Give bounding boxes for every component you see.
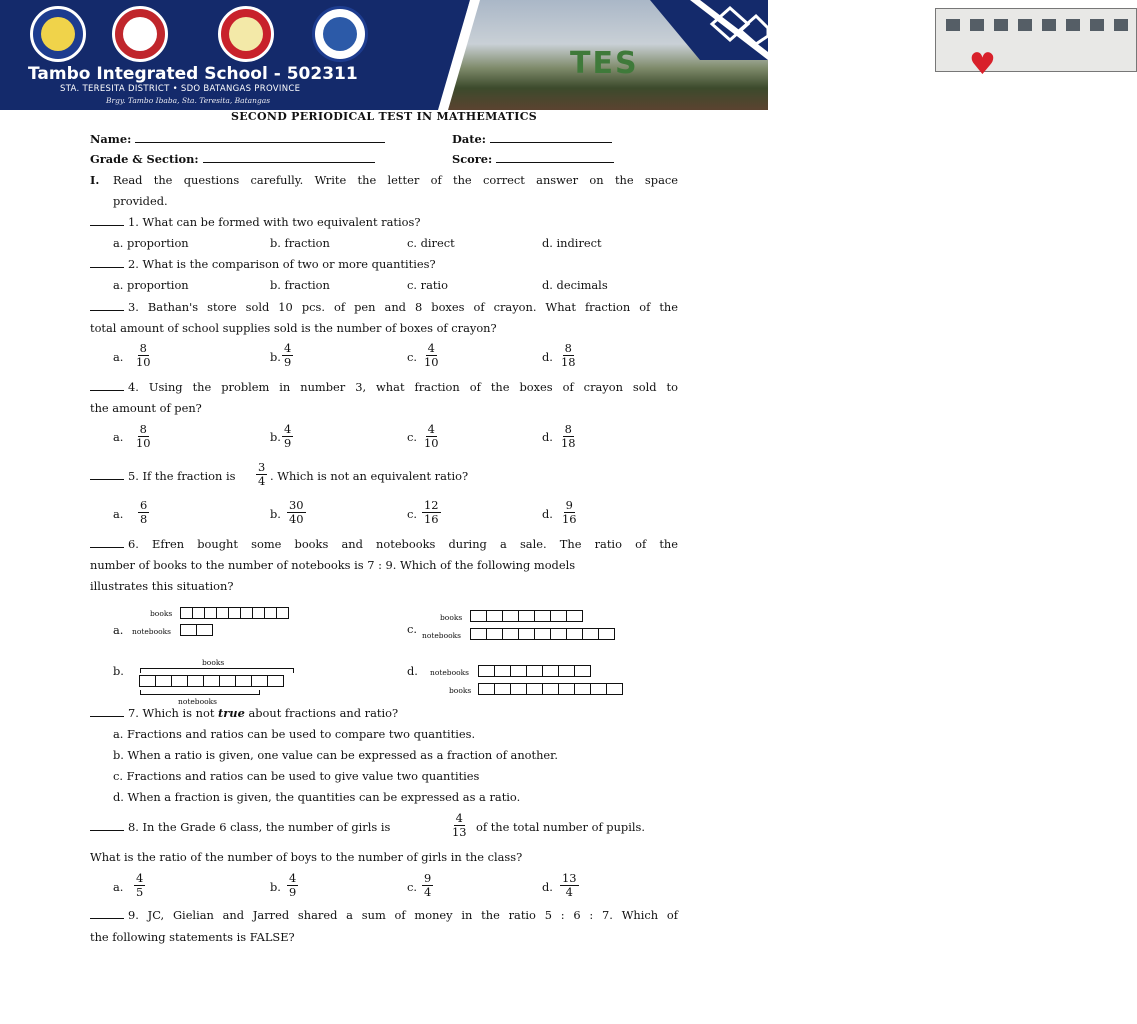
q6-option-a-letter: a. (113, 623, 124, 637)
q1-option-a: a. proportion (113, 236, 189, 250)
q5-stem-fraction: $\frac{3}{4}$ (258, 460, 266, 488)
q5-option-c-letter: c. (407, 507, 418, 521)
q6c-books-bar (470, 610, 582, 622)
q5-option-d-letter: d. (542, 507, 553, 521)
q3-option-d-letter: d. (542, 350, 553, 364)
q6d-books-label: books (449, 686, 472, 695)
q8-option-c-letter: c. (407, 880, 418, 894)
question-9: 9. JC, Gielian and Jarred shared a sum of money in the ratio 5 : 6 : 7. Which of (90, 908, 678, 922)
answer-blank-9[interactable] (90, 908, 124, 919)
school-address: Brgy. Tambo Ibaba, Sta. Teresita, Batangas (106, 96, 271, 105)
photo-letters: TES (570, 46, 639, 81)
school-seal-icon (312, 6, 368, 62)
q3-option-c-fraction: $\frac{4}{10}$ (424, 341, 439, 369)
question-5: 5. If the fraction is (90, 469, 235, 483)
q6-option-d-letter: d. (407, 664, 418, 678)
q6b-bar (139, 675, 283, 687)
q1-option-d: d. indirect (542, 236, 602, 250)
q5-option-a-fraction: $\frac{6}{8}$ (140, 498, 148, 526)
question-9-line-2: the following statements is FALSE? (90, 930, 295, 944)
q8-option-a-letter: a. (113, 880, 124, 894)
answer-blank-8[interactable] (90, 820, 124, 831)
q8-stem-fraction: $\frac{4}{13}$ (452, 811, 467, 839)
q8-option-d-letter: d. (542, 880, 553, 894)
question-7: 7. Which is not true about fractions and ratio? (90, 706, 398, 720)
answer-blank-7[interactable] (90, 706, 124, 717)
answer-blank-1[interactable] (90, 215, 124, 226)
question-5-end: . Which is not an equivalent ratio? (270, 469, 469, 483)
q2-option-b: b. fraction (270, 278, 330, 292)
q6b-notebooks-label: notebooks (178, 697, 218, 706)
instructions-line-1: Read the questions carefully. Write the letter of the correct answer on the space (113, 173, 678, 187)
question-8: 8. In the Grade 6 class, the number of girls is (90, 820, 390, 834)
q4-option-b-fraction: $\frac{4}{9}$ (284, 422, 292, 450)
q5-option-d-fraction: $\frac{9}{16}$ (562, 498, 577, 526)
q5-option-a-letter: a. (113, 507, 124, 521)
question-6-line-3: illustrates this situation? (90, 579, 234, 593)
q6a-notebooks-label: notebooks (132, 627, 172, 636)
district-logo-icon (218, 6, 274, 62)
q7-emphasis: true (218, 706, 245, 720)
q6b-books-label: books (202, 658, 225, 667)
q2-option-c: c. ratio (407, 278, 448, 292)
grade-section-label: Grade & Section: (90, 152, 199, 166)
score-line[interactable] (496, 151, 614, 163)
school-building (935, 8, 1137, 72)
q8-option-c-fraction: $\frac{9}{4}$ (424, 871, 432, 899)
name-label: Name: (90, 132, 132, 146)
q4-option-d-letter: d. (542, 430, 553, 444)
date-label: Date: (452, 132, 486, 146)
section-number: I. (90, 173, 100, 187)
q8-option-b-fraction: $\frac{4}{9}$ (289, 871, 297, 899)
q6b-notebooks-brace (140, 690, 260, 695)
answer-blank-6[interactable] (90, 537, 124, 548)
question-1: 1. What can be formed with two equivalent ratios? (90, 215, 420, 229)
q3-option-d-fraction: $\frac{8}{18}$ (561, 341, 576, 369)
q6c-books-label: books (440, 613, 463, 622)
question-4-line-2: the amount of pen? (90, 401, 202, 415)
score-label: Score: (452, 152, 493, 166)
q8-option-d-fraction: $\frac{13}{4}$ (562, 871, 577, 899)
heart-sign-icon: ♥ (969, 47, 996, 82)
date-line[interactable] (490, 131, 612, 143)
q4-option-d-fraction: $\frac{8}{18}$ (561, 422, 576, 450)
q6-option-c-letter: c. (407, 622, 418, 636)
q7-option-b: b. When a ratio is given, one value can be expressed as a fraction of another. (113, 748, 558, 762)
q8-option-a-fraction: $\frac{4}{5}$ (136, 871, 144, 899)
q3-option-b-fraction: $\frac{4}{9}$ (284, 341, 292, 369)
question-3-line-2: total amount of school supplies sold is the number of boxes of crayon? (90, 321, 497, 335)
grade-section-field[interactable] (90, 151, 375, 166)
q6a-books-bar (180, 607, 288, 619)
q7-option-a: a. Fractions and ratios can be used to compare two quantities. (113, 727, 476, 741)
question-2: 2. What is the comparison of two or more quantities? (90, 257, 436, 271)
name-field[interactable] (90, 131, 385, 146)
q5-option-b-fraction: $\frac{30}{40}$ (289, 498, 304, 526)
instructions-line-2: provided. (113, 194, 168, 208)
question-3: 3. Bathan's store sold 10 pcs. of pen and 8 boxes of crayon. What fraction of the (90, 300, 678, 314)
answer-blank-2[interactable] (90, 257, 124, 268)
q6c-notebooks-bar (470, 628, 614, 640)
score-field[interactable] (452, 151, 614, 166)
test-title: SECOND PERIODICAL TEST IN MATHEMATICS (230, 110, 538, 123)
q6a-books-label: books (150, 609, 173, 618)
question-8-line-2: What is the ratio of the number of boys to the number of girls in the class? (90, 850, 523, 864)
answer-blank-3[interactable] (90, 300, 124, 311)
school-name: Tambo Integrated School - 502311 (28, 64, 358, 84)
q6-option-b-letter: b. (113, 664, 124, 678)
name-line[interactable] (135, 131, 385, 143)
q1-option-c: c. direct (407, 236, 455, 250)
q2-option-d: d. decimals (542, 278, 608, 292)
q6d-notebooks-bar (478, 665, 590, 677)
header-banner (0, 0, 996, 110)
date-field[interactable] (452, 131, 612, 146)
q7-option-c: c. Fractions and ratios can be used to give value two quantities (113, 769, 480, 783)
q4-option-a-fraction: $\frac{8}{10}$ (136, 422, 151, 450)
q7-option-d: d. When a fraction is given, the quantities can be expressed as a ratio. (113, 790, 521, 804)
q2-option-a: a. proportion (113, 278, 189, 292)
q4-option-a-letter: a. (113, 430, 124, 444)
deped-logo-icon (30, 6, 86, 62)
q5-option-b-letter: b. (270, 507, 281, 521)
q3-option-b-letter: b. (270, 350, 281, 364)
q3-option-a-fraction: $\frac{8}{10}$ (136, 341, 151, 369)
q6d-notebooks-label: notebooks (430, 668, 470, 677)
answer-blank-4[interactable] (90, 380, 124, 391)
q3-option-c-letter: c. (407, 350, 418, 364)
question-6: 6. Efren bought some books and notebooks during a sale. The ratio of the (90, 537, 678, 551)
q5-option-c-fraction: $\frac{12}{16}$ (424, 498, 439, 526)
division-logo-icon (112, 6, 168, 62)
q3-option-a-letter: a. (113, 350, 124, 364)
answer-blank-5[interactable] (90, 469, 124, 480)
question-6-line-2: number of books to the number of notebooks is 7 : 9. Which of the following models (90, 558, 576, 572)
school-district: STA. TERESITA DISTRICT • SDO BATANGAS PROVINCE (60, 84, 301, 94)
question-4: 4. Using the problem in number 3, what fraction of the boxes of crayon sold to (90, 380, 678, 394)
q6c-notebooks-label: notebooks (422, 631, 462, 640)
q6b-books-brace (140, 668, 294, 673)
grade-section-line[interactable] (203, 151, 375, 163)
q6d-books-bar (478, 683, 622, 695)
q8-option-b-letter: b. (270, 880, 281, 894)
q4-option-c-fraction: $\frac{4}{10}$ (424, 422, 439, 450)
q4-option-b-letter: b. (270, 430, 281, 444)
q4-option-c-letter: c. (407, 430, 418, 444)
q6a-notebooks-bar (180, 624, 212, 636)
question-8-end: of the total number of pupils. (476, 820, 645, 834)
q1-option-b: b. fraction (270, 236, 330, 250)
